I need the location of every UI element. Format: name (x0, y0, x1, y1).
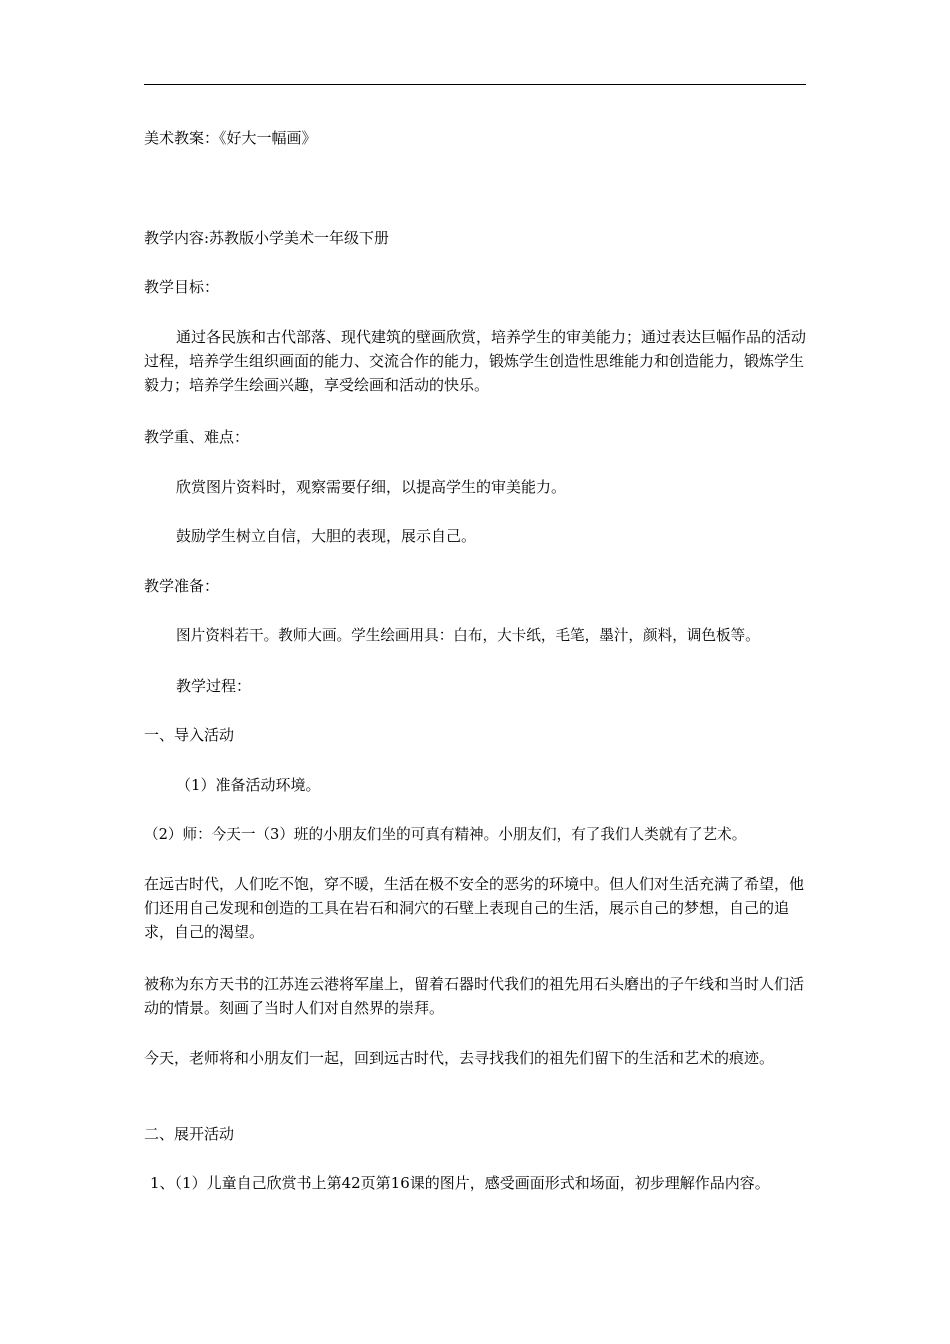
key-point-1: 欣赏图片资料时，观察需要仔细，以提高学生的审美能力。 (176, 478, 567, 496)
section-1-item-2: （2）师：今天一（3）班的小朋友们坐的可真有精神。小朋友们，有了我们人类就有了艺术。 (144, 826, 747, 843)
key-points-heading: 教学重、难点： (144, 428, 250, 446)
header-rule (144, 84, 806, 85)
goals-heading: 教学目标： (144, 278, 220, 296)
section-1-heading: 一、导入活动 (144, 726, 235, 744)
process-heading: 教学过程： (176, 677, 252, 695)
preparation-text: 图片资料若干。教师大画。学生绘画用具：白布，大卡纸，毛笔，墨汁，颜料，调色板等。 (176, 627, 760, 644)
preparation-heading: 教学准备： (144, 577, 220, 595)
paragraph-today: 今天，老师将和小朋友们一起，回到远古时代，去寻找我们的祖先们留下的生活和艺术的痕迹。 (144, 1049, 775, 1067)
paragraph-rock-carvings: 被称为东方天书的江苏连云港将军崖上，留着石器时代我们的祖先用石头磨出的子午线和当时人们活动的情景。刻画了当时人们对自然界的崇拜。 (144, 975, 805, 1017)
section-2-heading: 二、展开活动 (144, 1125, 235, 1143)
goals-text: 通过各民族和古代部落、现代建筑的壁画欣赏，培养学生的审美能力；通过表达巨幅作品的活动过程，培养学生组织画面的能力、交流合作的能力，锻炼学生创造性思维能力和创造能力，锻炼学生毅力；培养学生绘画兴趣，享受绘画和活动的快乐。 (144, 328, 807, 394)
teaching-content: 教学内容:苏教版小学美术一年级下册 (144, 229, 390, 247)
document-title: 美术教案：《好大一幅画》 (144, 129, 317, 147)
section-1-item-1: （1）准备活动环境。 (176, 776, 321, 794)
section-2-item-1: 1、（1）儿童自己欣赏书上第42页第16课的图片，感受画面形式和场面，初步理解作品内容。 (150, 1174, 770, 1192)
paragraph-ancient-times: 在远古时代，人们吃不饱，穿不暖，生活在极不安全的恶劣的环境中。但人们对生活充满了希望，他们还用自己发现和创造的工具在岩石和洞穴的石壁上表现自己的生活，展示自己的梦想，自己的追求，自己的渴望。 (144, 875, 805, 941)
key-point-2: 鼓励学生树立自信，大胆的表现，展示自己。 (176, 527, 477, 545)
